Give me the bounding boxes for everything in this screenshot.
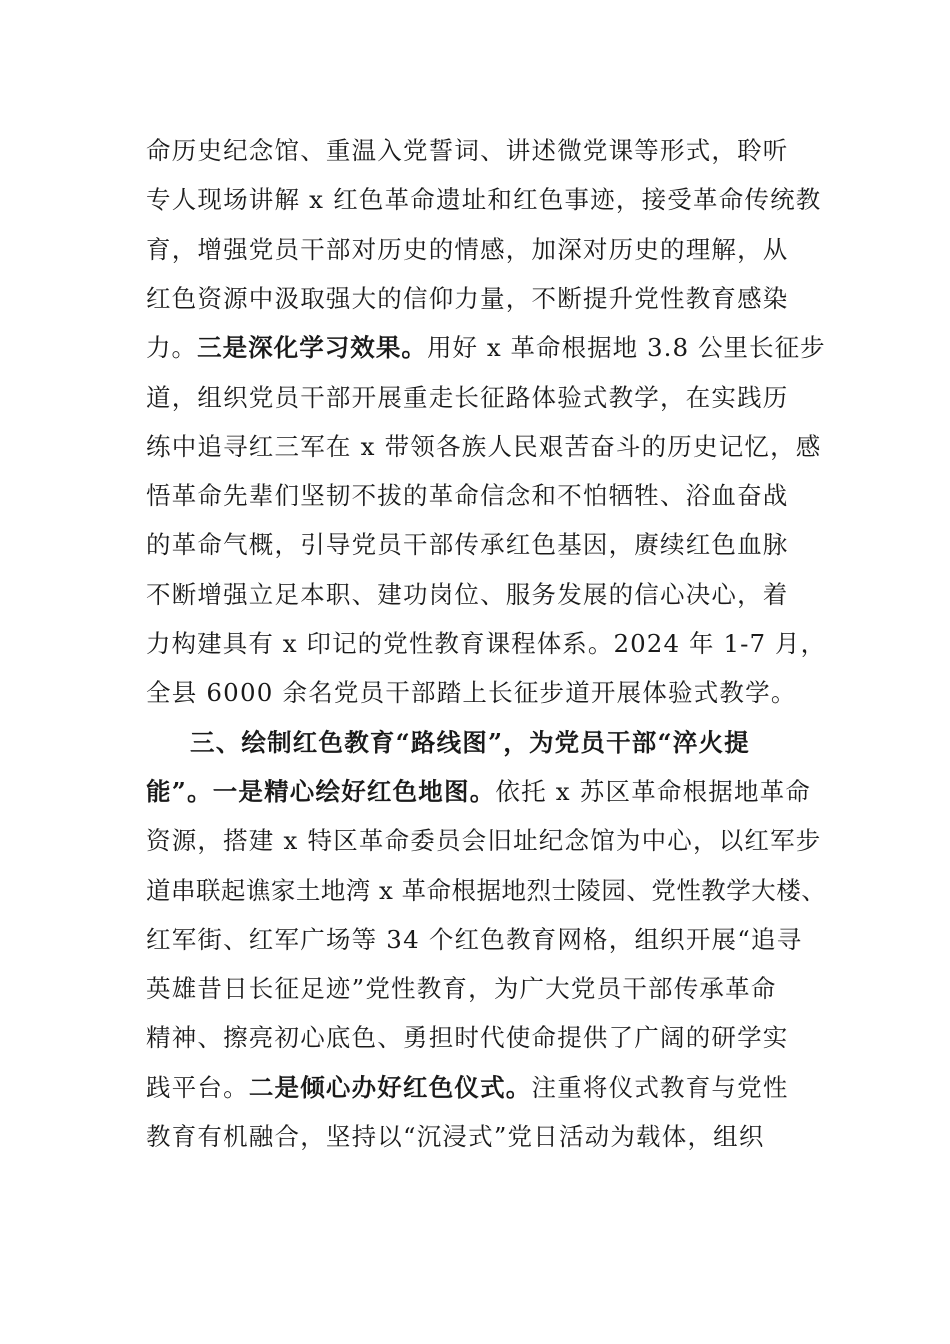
text-line (146, 525, 826, 565)
text-line (146, 131, 826, 171)
text-line (146, 476, 826, 516)
body-text-segment: 注重将仪式教育与党性 (531, 1072, 789, 1102)
text-line (190, 723, 870, 763)
body-text-segment: 练中追寻红三军在 x 带领各族人民艰苦奋斗的历史记忆，感 (146, 431, 822, 461)
bold-heading-text: 二是倾心办好红色仪式。 (248, 1072, 532, 1102)
text-line (146, 378, 826, 418)
text-line (146, 1068, 826, 1108)
body-text-segment: 育，增强党员干部对历史的情感，加深对历史的理解，从 (146, 234, 789, 264)
bold-heading-text: 三是深化学习效果。 (197, 333, 427, 363)
bold-heading-text: 三、绘制红色教育“路线图”，为党员干部“淬火提 (190, 727, 750, 757)
body-text-segment: 用好 x 革命根据地 3.8 公里长征步 (426, 333, 826, 363)
body-text-segment: 全县 6000 余名党员干部踏上长征步道开展体验式教学。 (146, 678, 797, 708)
bold-heading-text: 能”。一是精心绘好红色地图。 (146, 776, 496, 806)
body-text-segment: 专人现场讲解 x 红色革命遗址和红色事迹，接受革命传统教 (146, 185, 822, 215)
body-text-segment: 的革命气概，引导党员干部传承红色基因，赓续红色血脉 (146, 530, 789, 560)
body-text-segment: 命历史纪念馆、重温入党誓词、讲述微党课等形式，聆听 (146, 136, 789, 165)
body-text-segment: 不断增强立足本职、建功岗位、服务发展的信心决心，着 (146, 579, 789, 609)
text-line (146, 821, 826, 861)
text-line (146, 328, 826, 368)
text-line (146, 279, 826, 319)
text-line (146, 427, 826, 467)
body-text-segment: 悟革命先辈们坚韧不拔的革命信念和不怕牺牲、浴血奋战 (146, 481, 789, 511)
text-line (146, 230, 826, 270)
text-line (146, 871, 826, 911)
body-text-segment: 英雄昔日长征足迹”党性教育，为广大党员干部传承革命 (146, 974, 777, 1004)
text-line (146, 772, 826, 812)
body-text-segment: 教育有机融合，坚持以“沉浸式”党日活动为载体，组织 (146, 1122, 765, 1151)
text-line (146, 673, 826, 713)
text-line (146, 920, 826, 960)
body-text-segment: 践平台。 (146, 1072, 249, 1102)
body-text-segment: 力构建具有 x 印记的党性教育课程体系。2024 年 1-7 月， (146, 629, 826, 658)
body-text-segment: 红军街、红军广场等 34 个红色教育网格，组织开展“追寻 (146, 924, 803, 954)
text-line (146, 624, 826, 664)
text-line (146, 180, 826, 220)
body-text-segment: 红色资源中汲取强大的信仰力量，不断提升党性教育感染 (146, 283, 789, 313)
text-line (146, 1117, 826, 1157)
text-line (146, 969, 826, 1009)
body-text-segment: 道，组织党员干部开展重走长征路体验式教学，在实践历 (146, 382, 789, 412)
body-text-segment: 道串联起谯家土地湾 x 革命根据地烈士陵园、党性教学大楼、 (146, 875, 826, 905)
body-text-segment: 力。 (146, 333, 198, 363)
text-line (146, 1018, 826, 1058)
body-text-segment: 依托 x 苏区革命根据地革命 (495, 776, 812, 806)
body-text-segment: 资源，搭建 x 特区革命委员会旧址纪念馆为中心，以红军步 (146, 826, 822, 856)
body-text-segment: 精神、擦亮初心底色、勇担时代使命提供了广阔的研学实 (146, 1023, 789, 1053)
text-line (146, 575, 826, 615)
